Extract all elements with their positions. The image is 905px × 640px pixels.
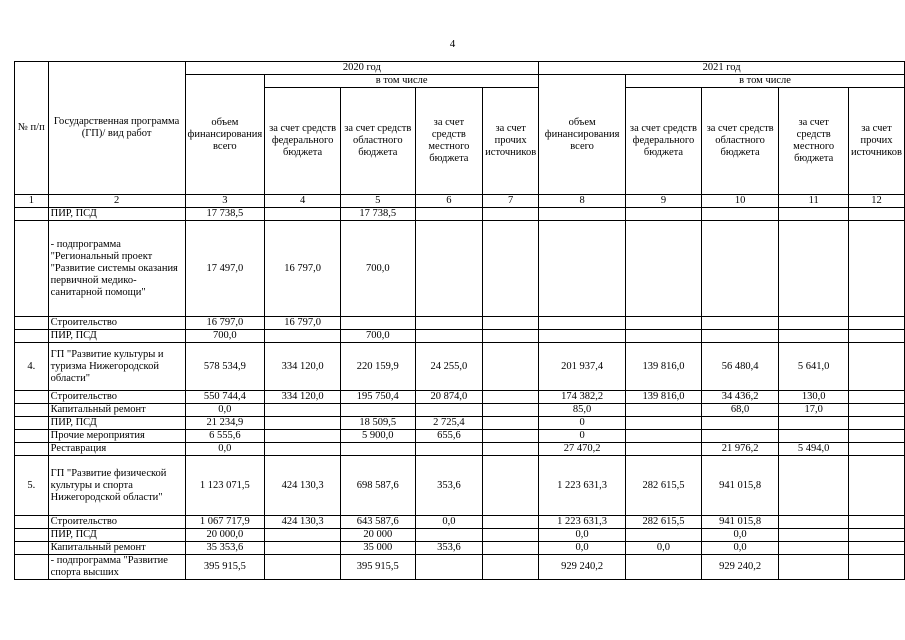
value-cell: 395 915,5	[340, 555, 415, 580]
row-number	[15, 555, 49, 580]
col-header-oth-2021: за счет прочих источников	[848, 88, 904, 195]
value-cell	[848, 542, 904, 555]
value-cell: 195 750,4	[340, 391, 415, 404]
row-name: - подпрограмма "Развитие спорта высших	[48, 555, 185, 580]
row-number	[15, 443, 49, 456]
value-cell: 35 000	[340, 542, 415, 555]
row-name: Реставрация	[48, 443, 185, 456]
value-cell	[779, 417, 849, 430]
table-row	[15, 430, 905, 443]
row-name: ПИР, ПСД	[48, 417, 185, 430]
table-row	[15, 456, 905, 516]
value-cell: 174 382,2	[539, 391, 626, 404]
value-cell	[779, 317, 849, 330]
year-2021-header: 2021 год	[539, 62, 905, 75]
table-row	[15, 555, 905, 580]
value-cell: 16 797,0	[265, 317, 341, 330]
value-cell	[483, 317, 539, 330]
value-cell	[848, 516, 904, 529]
value-cell: 550 744,4	[185, 391, 265, 404]
value-cell	[848, 317, 904, 330]
value-cell	[265, 555, 341, 580]
value-cell: 1 223 631,3	[539, 516, 626, 529]
value-cell	[539, 208, 626, 221]
row-name: - подпрограмма "Региональный проект "Развитие системы оказания первичной медико-санитарной помощи"	[48, 221, 185, 317]
col-header-oth-2020: за счет прочих источников	[483, 88, 539, 195]
value-cell	[626, 555, 702, 580]
value-cell	[848, 456, 904, 516]
value-cell	[626, 208, 702, 221]
value-cell	[415, 330, 483, 343]
value-cell	[848, 443, 904, 456]
value-cell: 698 587,6	[340, 456, 415, 516]
value-cell: 0	[539, 417, 626, 430]
value-cell: 929 240,2	[701, 555, 779, 580]
value-cell: 1 067 717,9	[185, 516, 265, 529]
value-cell	[701, 208, 779, 221]
col-number: 5	[340, 195, 415, 208]
value-cell	[701, 330, 779, 343]
value-cell: 643 587,6	[340, 516, 415, 529]
value-cell: 424 130,3	[265, 516, 341, 529]
row-name: Строительство	[48, 391, 185, 404]
row-name: Строительство	[48, 516, 185, 529]
value-cell	[848, 555, 904, 580]
row-name: ПИР, ПСД	[48, 330, 185, 343]
value-cell: 700,0	[185, 330, 265, 343]
value-cell	[848, 221, 904, 317]
table-row	[15, 330, 905, 343]
col-header-fed-2020: за счет средств федерального бюджета	[265, 88, 341, 195]
col-number: 10	[701, 195, 779, 208]
col-header-total-2021: объем финансирования всего	[539, 75, 626, 195]
value-cell: 2 725,4	[415, 417, 483, 430]
row-number: 4.	[15, 343, 49, 391]
value-cell: 353,6	[415, 542, 483, 555]
value-cell: 85,0	[539, 404, 626, 417]
value-cell	[779, 456, 849, 516]
value-cell: 5 900,0	[340, 430, 415, 443]
value-cell: 334 120,0	[265, 391, 341, 404]
col-header-program: Государственная программа (ГП)/ вид работ	[48, 62, 185, 195]
value-cell	[265, 443, 341, 456]
value-cell	[265, 417, 341, 430]
value-cell: 700,0	[340, 221, 415, 317]
value-cell	[483, 456, 539, 516]
row-number	[15, 391, 49, 404]
value-cell	[539, 317, 626, 330]
row-name: Капитальный ремонт	[48, 542, 185, 555]
col-number: 4	[265, 195, 341, 208]
table-row	[15, 542, 905, 555]
value-cell	[701, 317, 779, 330]
value-cell: 334 120,0	[265, 343, 341, 391]
value-cell	[483, 391, 539, 404]
value-cell	[626, 404, 702, 417]
value-cell: 0,0	[539, 542, 626, 555]
value-cell: 6 555,6	[185, 430, 265, 443]
value-cell	[626, 330, 702, 343]
value-cell	[701, 417, 779, 430]
value-cell: 17,0	[779, 404, 849, 417]
value-cell: 1 123 071,5	[185, 456, 265, 516]
row-number	[15, 430, 49, 443]
value-cell	[415, 208, 483, 221]
row-number	[15, 542, 49, 555]
value-cell: 130,0	[779, 391, 849, 404]
col-number: 8	[539, 195, 626, 208]
value-cell: 0,0	[185, 404, 265, 417]
value-cell	[483, 529, 539, 542]
value-cell	[265, 404, 341, 417]
value-cell	[848, 417, 904, 430]
value-cell	[415, 443, 483, 456]
row-number: 5.	[15, 456, 49, 516]
value-cell	[483, 404, 539, 417]
value-cell: 0,0	[626, 542, 702, 555]
value-cell	[415, 221, 483, 317]
value-cell: 282 615,5	[626, 456, 702, 516]
value-cell: 18 509,5	[340, 417, 415, 430]
table-row	[15, 417, 905, 430]
value-cell	[779, 555, 849, 580]
table-row	[15, 516, 905, 529]
row-name: Капитальный ремонт	[48, 404, 185, 417]
value-cell	[539, 330, 626, 343]
value-cell	[340, 317, 415, 330]
value-cell	[779, 430, 849, 443]
value-cell	[626, 430, 702, 443]
row-number	[15, 317, 49, 330]
value-cell	[848, 391, 904, 404]
row-number	[15, 330, 49, 343]
row-name: ПИР, ПСД	[48, 208, 185, 221]
value-cell	[483, 443, 539, 456]
value-cell	[779, 208, 849, 221]
value-cell	[848, 529, 904, 542]
row-number	[15, 516, 49, 529]
col-number: 6	[415, 195, 483, 208]
value-cell	[415, 529, 483, 542]
value-cell	[265, 542, 341, 555]
value-cell: 34 436,2	[701, 391, 779, 404]
value-cell: 941 015,8	[701, 456, 779, 516]
row-name: ГП "Развитие культуры и туризма Нижегородской области"	[48, 343, 185, 391]
value-cell	[848, 343, 904, 391]
row-name: Строительство	[48, 317, 185, 330]
value-cell: 0,0	[539, 529, 626, 542]
col-number: 7	[483, 195, 539, 208]
value-cell: 201 937,4	[539, 343, 626, 391]
value-cell	[848, 208, 904, 221]
value-cell: 353,6	[415, 456, 483, 516]
column-numbers-row	[15, 195, 905, 208]
value-cell	[626, 317, 702, 330]
value-cell: 424 130,3	[265, 456, 341, 516]
value-cell: 35 353,6	[185, 542, 265, 555]
col-number: 9	[626, 195, 702, 208]
value-cell: 700,0	[340, 330, 415, 343]
value-cell: 21 234,9	[185, 417, 265, 430]
value-cell	[848, 430, 904, 443]
row-number	[15, 404, 49, 417]
table-row	[15, 317, 905, 330]
value-cell	[779, 330, 849, 343]
value-cell: 0,0	[415, 516, 483, 529]
col-number: 11	[779, 195, 849, 208]
value-cell	[415, 317, 483, 330]
value-cell	[848, 404, 904, 417]
value-cell	[483, 330, 539, 343]
value-cell	[779, 221, 849, 317]
value-cell: 17 497,0	[185, 221, 265, 317]
value-cell: 17 738,5	[340, 208, 415, 221]
value-cell: 20 874,0	[415, 391, 483, 404]
value-cell	[701, 430, 779, 443]
value-cell: 929 240,2	[539, 555, 626, 580]
value-cell	[626, 443, 702, 456]
value-cell: 139 816,0	[626, 391, 702, 404]
col-number: 12	[848, 195, 904, 208]
col-header-loc-2021: за счет средств местного бюджета	[779, 88, 849, 195]
value-cell: 282 615,5	[626, 516, 702, 529]
financing-table	[14, 61, 905, 580]
value-cell: 16 797,0	[265, 221, 341, 317]
row-number	[15, 417, 49, 430]
value-cell: 395 915,5	[185, 555, 265, 580]
value-cell: 655,6	[415, 430, 483, 443]
table-row	[15, 208, 905, 221]
value-cell	[483, 555, 539, 580]
row-number	[15, 208, 49, 221]
value-cell	[265, 208, 341, 221]
value-cell: 220 159,9	[340, 343, 415, 391]
table-row	[15, 443, 905, 456]
value-cell	[701, 221, 779, 317]
value-cell: 5 494,0	[779, 443, 849, 456]
row-name: ГП "Развитие физической культуры и спорта Нижегородской области"	[48, 456, 185, 516]
value-cell: 0	[539, 430, 626, 443]
table-row	[15, 391, 905, 404]
value-cell	[265, 529, 341, 542]
value-cell: 24 255,0	[415, 343, 483, 391]
col-header-loc-2020: за счет средств местного бюджета	[415, 88, 483, 195]
table-row	[15, 221, 905, 317]
col-header-reg-2021: за счет средств областного бюджета	[701, 88, 779, 195]
value-cell: 1 223 631,3	[539, 456, 626, 516]
value-cell: 0,0	[185, 443, 265, 456]
col-number: 1	[15, 195, 49, 208]
year-2020-header: 2020 год	[185, 62, 539, 75]
value-cell	[265, 430, 341, 443]
value-cell	[483, 430, 539, 443]
value-cell: 0,0	[701, 529, 779, 542]
row-number	[15, 221, 49, 317]
table-row	[15, 404, 905, 417]
value-cell	[626, 529, 702, 542]
value-cell	[483, 417, 539, 430]
value-cell	[483, 516, 539, 529]
col-header-reg-2020: за счет средств областного бюджета	[340, 88, 415, 195]
value-cell	[539, 221, 626, 317]
table-row	[15, 529, 905, 542]
value-cell	[626, 221, 702, 317]
value-cell	[483, 343, 539, 391]
value-cell	[848, 330, 904, 343]
value-cell	[265, 330, 341, 343]
value-cell: 17 738,5	[185, 208, 265, 221]
col-header-total-2020: объем финансирования всего	[185, 75, 265, 195]
value-cell	[340, 404, 415, 417]
value-cell: 56 480,4	[701, 343, 779, 391]
value-cell: 16 797,0	[185, 317, 265, 330]
value-cell: 0,0	[701, 542, 779, 555]
value-cell	[415, 555, 483, 580]
value-cell: 21 976,2	[701, 443, 779, 456]
col-number: 2	[48, 195, 185, 208]
value-cell: 139 816,0	[626, 343, 702, 391]
value-cell	[779, 542, 849, 555]
value-cell	[415, 404, 483, 417]
col-header-fed-2021: за счет средств федерального бюджета	[626, 88, 702, 195]
col-header-no: № п/п	[15, 62, 49, 195]
value-cell: 20 000	[340, 529, 415, 542]
col-number: 3	[185, 195, 265, 208]
row-number	[15, 529, 49, 542]
value-cell	[779, 516, 849, 529]
value-cell	[483, 208, 539, 221]
value-cell: 941 015,8	[701, 516, 779, 529]
value-cell	[626, 417, 702, 430]
value-cell	[340, 443, 415, 456]
incl-header-2020: в том числе	[265, 75, 539, 88]
value-cell: 68,0	[701, 404, 779, 417]
value-cell	[483, 221, 539, 317]
value-cell: 27 470,2	[539, 443, 626, 456]
value-cell: 5 641,0	[779, 343, 849, 391]
value-cell: 20 000,0	[185, 529, 265, 542]
table-row	[15, 343, 905, 391]
value-cell	[483, 542, 539, 555]
value-cell: 578 534,9	[185, 343, 265, 391]
row-name: ПИР, ПСД	[48, 529, 185, 542]
value-cell	[779, 529, 849, 542]
incl-header-2021: в том числе	[626, 75, 905, 88]
row-name: Прочие мероприятия	[48, 430, 185, 443]
page-number: 4	[449, 38, 456, 50]
